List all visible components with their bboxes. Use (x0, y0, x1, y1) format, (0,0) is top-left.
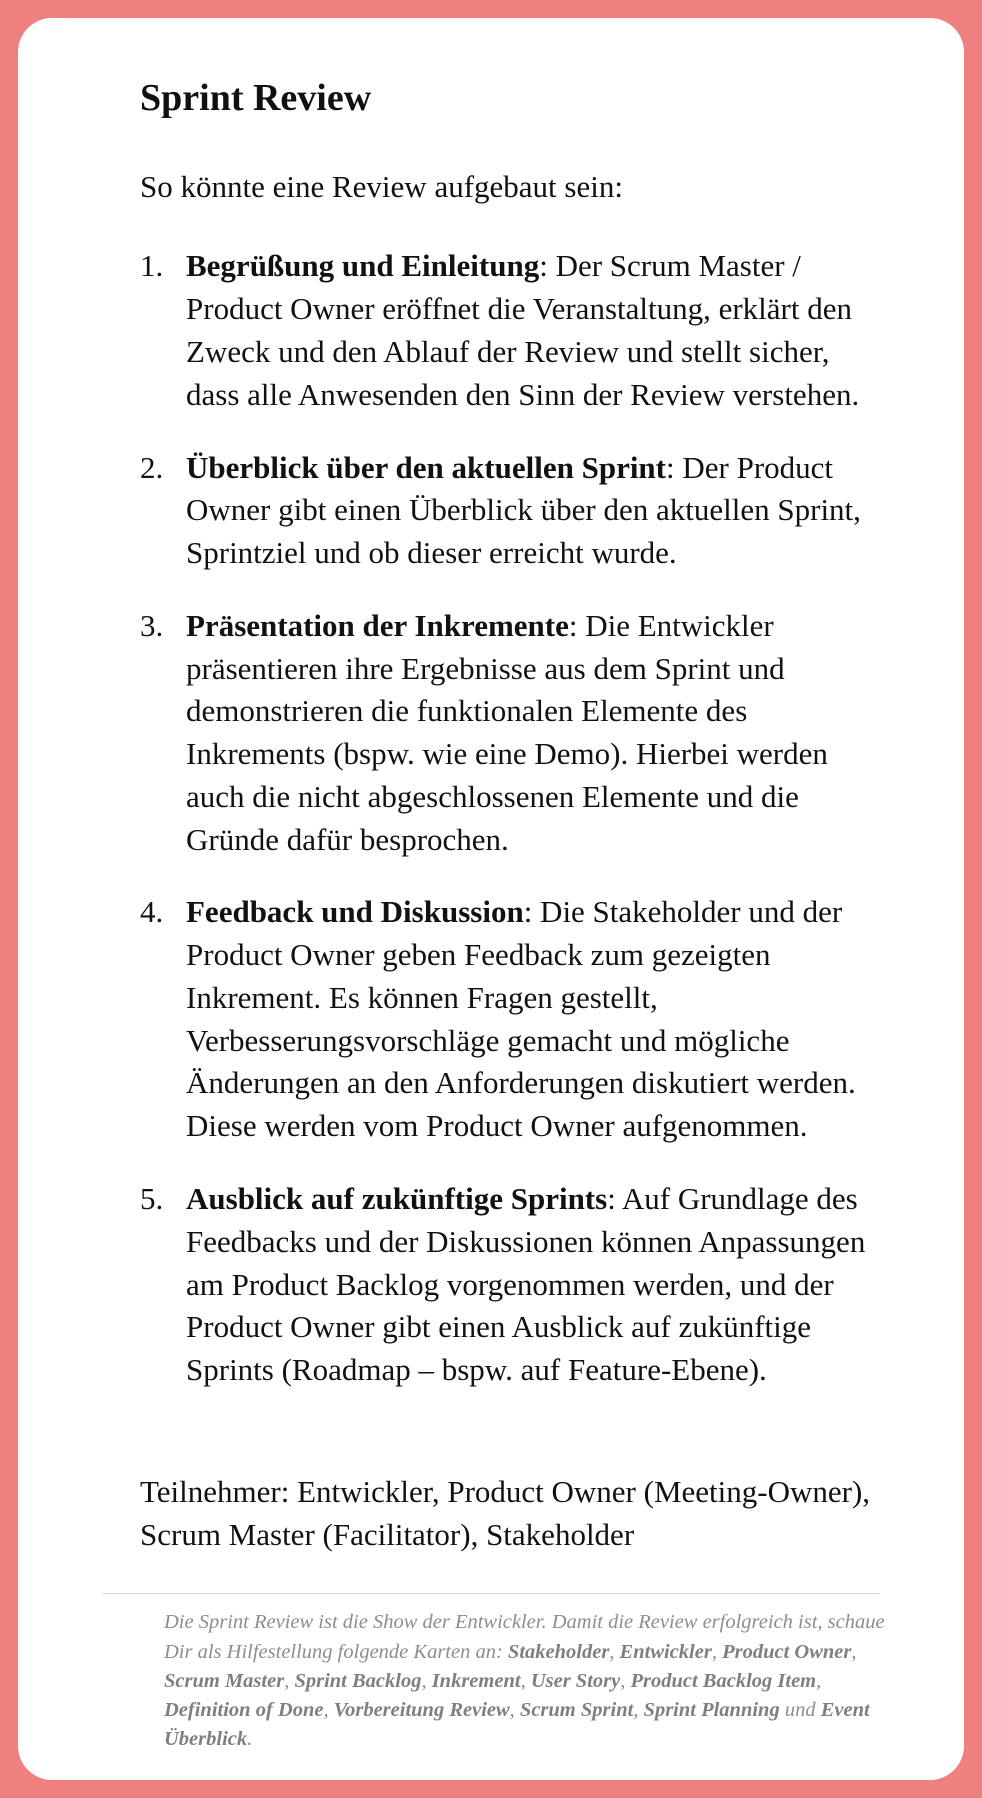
list-item (58, 447, 924, 575)
list-item-number: 1. (140, 248, 164, 284)
list-item-body (186, 1178, 882, 1392)
list-item-lead: Feedback und Diskussion (186, 894, 524, 930)
list-item (58, 245, 924, 416)
participants-text: Teilnehmer: Entwickler, Product Owner (Meeting-Owner), Scrum Master (Facilitator), Stakeholder (140, 1473, 871, 1553)
list-item-body (186, 245, 882, 416)
footnote-link[interactable]: Scrum Master (164, 1669, 285, 1692)
list-item (58, 1178, 924, 1392)
list-item-lead: Begrüßung und Einleitung (186, 248, 540, 284)
list-item-body (186, 891, 882, 1148)
footnote-link[interactable]: User Story (530, 1669, 621, 1692)
list-item-lead: Überblick über den aktuellen Sprint (186, 449, 667, 485)
list-item (58, 605, 924, 862)
footnote-link[interactable]: Sprint Planning (643, 1698, 780, 1721)
footnote-link[interactable]: Scrum Sprint (519, 1698, 634, 1721)
page-title: Sprint Review (140, 77, 372, 119)
list-item-body (186, 605, 882, 862)
footnote-link[interactable]: Product Backlog Item (630, 1669, 817, 1692)
list-item-text: : Die Stakeholder und der Product Owner geben Feedback zum gezeigten Inkrement. Es können Fragen gestellt, Verbesserungsvorschläge gemacht und mögliche Änderungen an den Anforderungen diskutiert werden. Diese werden vom Product Owner aufgenommen. (186, 894, 856, 1144)
footnote-link[interactable]: Entwickler (619, 1640, 712, 1663)
list-item-text: : Auf Grundlage des Feedbacks und der Diskussionen können Anpassungen am Product Backlog vorgenommen werden, und der Product Owner gibt einen Ausblick auf zukünftige Sprints (Roadmap – bspw. auf Feature-Ebene). (186, 1180, 866, 1388)
list-item-body (186, 447, 882, 575)
footnote-link[interactable]: Vorbereitung Review (333, 1698, 510, 1721)
card-inner (18, 18, 964, 1780)
footnote-conjunction: und (779, 1698, 821, 1721)
list-item-lead: Ausblick auf zukünftige Sprints (186, 1180, 608, 1216)
steps-list (58, 245, 924, 1421)
footnote-link[interactable]: Sprint Backlog (294, 1669, 422, 1692)
footnote-link[interactable]: Inkrement (431, 1669, 521, 1692)
spacer (58, 1557, 924, 1594)
footnote-link[interactable]: Product Owner (722, 1640, 852, 1663)
list-item-lead: Präsentation der Inkremente (186, 607, 569, 643)
list-item (58, 891, 924, 1148)
sprint-review-card (18, 18, 964, 1780)
footnote-link[interactable]: Definition of Done (164, 1698, 324, 1721)
intro-text: So könnte eine Review aufgebaut sein: (140, 168, 623, 204)
list-item-number: 2. (140, 449, 164, 485)
footnote: Die Sprint Review ist die Show der Entwickler. Damit die Review erfolgreich ist, schaue Dir als Hilfestellung folgende Karten an: Stakeholder, Entwickler, Product Owner, Scrum Master, Sprint Backlog, Inkrement, User Story, Product Backlog Item, Definition of Done, Vorbereitung Review, Scrum Sprint, Sprint Planning und Event Überblick. (164, 1611, 885, 1750)
footnote-link[interactable]: Stakeholder (507, 1640, 610, 1663)
list-item-number: 5. (140, 1180, 164, 1216)
list-item-number: 4. (140, 894, 164, 930)
list-item-number: 3. (140, 607, 164, 643)
footnote-link[interactable]: Event Überblick (164, 1698, 870, 1750)
list-item-text: : Der Scrum Master / Product Owner eröffnet die Veranstaltung, erklärt den Zweck und den Ablauf der Review und stellt sicher, dass alle Anwesenden den Sinn der Review verstehen. (186, 248, 860, 412)
list-item-text: : Die Entwickler präsentieren ihre Ergebnisse aus dem Sprint und demonstrieren die funktionalen Elemente des Inkrements (bspw. wie eine Demo). Hierbei werden auch die nicht abgeschlossenen Elemente und die Gründe dafür besprochen. (186, 607, 828, 857)
footnote-end: . (247, 1727, 253, 1750)
list-item-text: : Der Product Owner gibt einen Überblick über den aktuellen Sprint, Sprintziel und ob dieser erreicht wurde. (186, 449, 861, 571)
footnote-intro: Die Sprint Review ist die Show der Entwickler. Damit die Review erfolgreich ist, schaue Dir als Hilfestellung folgende Karten an: (164, 1611, 885, 1663)
